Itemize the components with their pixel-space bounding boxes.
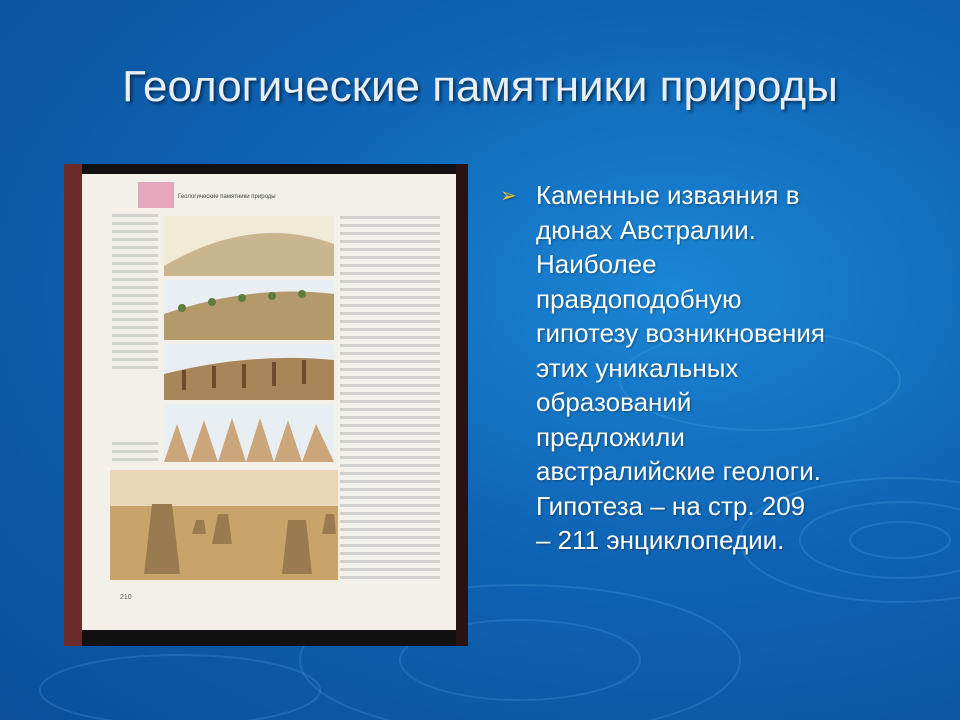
bullet-line: гипотезу возникновения <box>536 318 825 348</box>
bullet-line: Наиболее <box>536 249 657 279</box>
bullet-line: – 211 энциклопедии. <box>536 525 785 555</box>
encyclopedia-page-photo <box>64 164 468 646</box>
page-number: 210 <box>120 594 132 601</box>
bullet-line: образований <box>536 387 692 417</box>
bullet-line: австралийские геологи. <box>536 456 822 486</box>
arrowhead-icon: ➢ <box>500 183 517 207</box>
bullet-line: правдоподобную <box>536 283 742 314</box>
page-binding-edge <box>64 164 82 646</box>
page-illustrations <box>82 174 456 630</box>
page-header-text: Геологические памятники природы <box>178 194 276 200</box>
slide-title: Геологические памятники природы <box>122 62 838 111</box>
page-dark-edge <box>456 164 468 646</box>
bullet-line: Каменные изваяния в <box>536 180 800 210</box>
bullet-line: этих уникальных <box>536 352 739 383</box>
bullet-line: Гипотеза – на стр. 209 <box>536 490 806 521</box>
bullet-text <box>536 178 936 558</box>
bullet-line: предложили <box>536 421 685 452</box>
bullet-line: дюнах Австралии. <box>536 214 756 245</box>
book-page <box>82 174 456 630</box>
